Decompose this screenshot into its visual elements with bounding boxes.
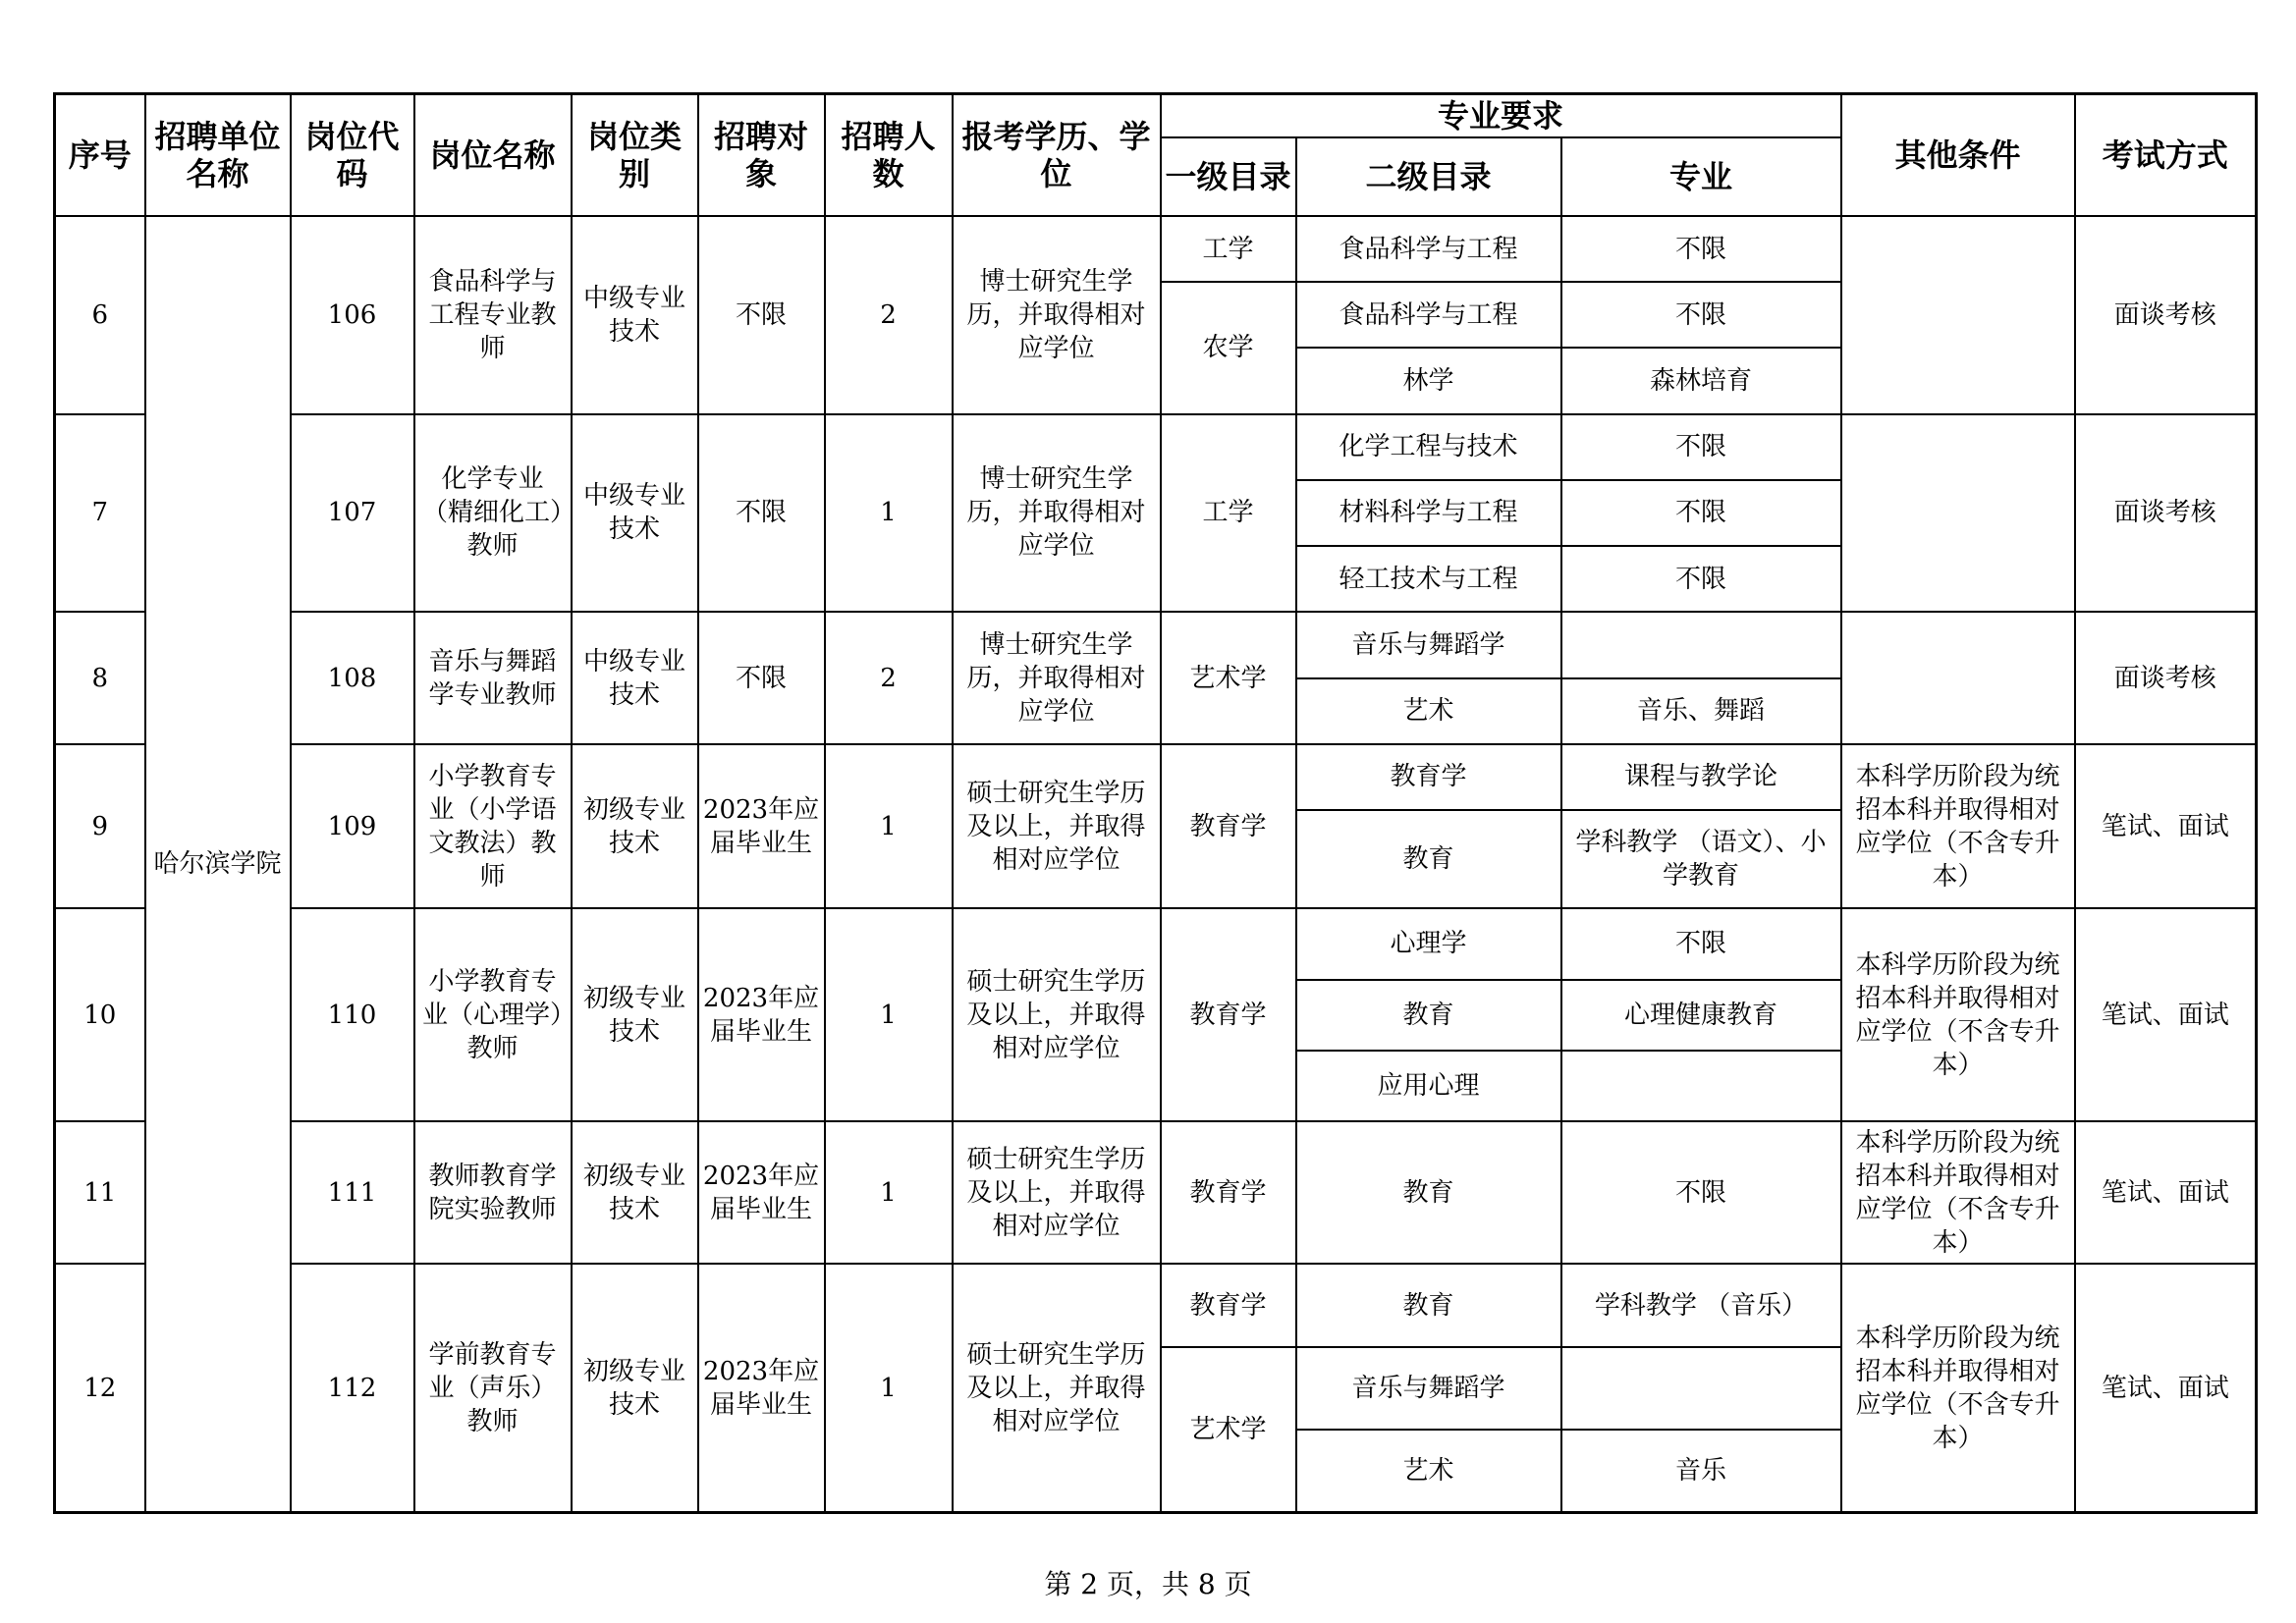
cell-education: 硕士研究生学历及以上，并取得相对应学位 <box>953 1121 1161 1264</box>
cell-category: 中级专业技术 <box>572 414 698 613</box>
cell-level2: 食品科学与工程 <box>1296 216 1561 282</box>
cell-target: 2023年应届毕业生 <box>698 908 825 1121</box>
cell-post-name: 音乐与舞蹈学专业教师 <box>414 612 572 743</box>
cell-category: 初级专业技术 <box>572 908 698 1121</box>
table-row <box>55 216 2257 282</box>
cell-code: 107 <box>291 414 414 613</box>
header-level1: 一级目录 <box>1161 137 1296 216</box>
table-row <box>55 908 2257 979</box>
cell-code: 106 <box>291 216 414 414</box>
cell-post-name: 化学专业（精细化工）教师 <box>414 414 572 613</box>
cell-target: 2023年应届毕业生 <box>698 1121 825 1264</box>
cell-major: 不限 <box>1561 908 1841 979</box>
cell-level1: 教育学 <box>1161 744 1296 909</box>
cell-education: 博士研究生学历，并取得相对应学位 <box>953 414 1161 613</box>
cell-count: 1 <box>825 414 953 613</box>
cell-major: 音乐 <box>1561 1430 1841 1512</box>
cell-target: 2023年应届毕业生 <box>698 1264 825 1512</box>
header-other: 其他条件 <box>1841 94 2075 217</box>
cell-seq: 6 <box>55 216 145 414</box>
cell-level2: 教育 <box>1296 1264 1561 1346</box>
cell-other: 本科学历阶段为统招本科并取得相对应学位（不含专升本） <box>1841 1121 2075 1264</box>
cell-level2: 音乐与舞蹈学 <box>1296 1347 1561 1430</box>
cell-seq: 8 <box>55 612 145 743</box>
table-row <box>55 612 2257 677</box>
cell-major: 心理健康教育 <box>1561 980 1841 1051</box>
cell-major: 不限 <box>1561 480 1841 546</box>
cell-education: 硕士研究生学历及以上，并取得相对应学位 <box>953 744 1161 909</box>
cell-post-name: 教师教育学院实验教师 <box>414 1121 572 1264</box>
cell-category: 中级专业技术 <box>572 216 698 414</box>
cell-exam: 面谈考核 <box>2075 216 2257 414</box>
cell-level2: 音乐与舞蹈学 <box>1296 612 1561 677</box>
cell-category: 初级专业技术 <box>572 1121 698 1264</box>
cell-level1: 教育学 <box>1161 908 1296 1121</box>
recruitment-table <box>53 92 2258 1514</box>
cell-category: 中级专业技术 <box>572 612 698 743</box>
cell-post-name: 食品科学与工程专业教师 <box>414 216 572 414</box>
cell-other: 本科学历阶段为统招本科并取得相对应学位（不含专升本） <box>1841 744 2075 909</box>
page-footer: 第 2 页，共 8 页 <box>1044 1568 1252 1600</box>
cell-exam: 笔试、面试 <box>2075 744 2257 909</box>
cell-exam: 笔试、面试 <box>2075 1121 2257 1264</box>
cell-level2: 心理学 <box>1296 908 1561 979</box>
cell-level1: 艺术学 <box>1161 612 1296 743</box>
cell-major <box>1561 1051 1841 1121</box>
cell-major: 不限 <box>1561 414 1841 480</box>
cell-exam: 面谈考核 <box>2075 612 2257 743</box>
cell-major: 不限 <box>1561 216 1841 282</box>
cell-level2: 材料科学与工程 <box>1296 480 1561 546</box>
header-code: 岗位代码 <box>291 94 414 217</box>
header-major: 专业 <box>1561 137 1841 216</box>
cell-level2: 艺术 <box>1296 1430 1561 1512</box>
header-target: 招聘对象 <box>698 94 825 217</box>
cell-level2: 化学工程与技术 <box>1296 414 1561 480</box>
cell-post-name: 小学教育专业（心理学）教师 <box>414 908 572 1121</box>
cell-level2: 教育学 <box>1296 744 1561 810</box>
cell-post-name: 小学教育专业（小学语文教法）教师 <box>414 744 572 909</box>
table-row <box>55 414 2257 480</box>
cell-level2: 艺术 <box>1296 678 1561 744</box>
cell-target: 2023年应届毕业生 <box>698 744 825 909</box>
cell-level1: 教育学 <box>1161 1264 1296 1346</box>
cell-category: 初级专业技术 <box>572 1264 698 1512</box>
cell-count: 1 <box>825 1264 953 1512</box>
header-name: 岗位名称 <box>414 94 572 217</box>
cell-level2: 教育 <box>1296 810 1561 908</box>
cell-count: 2 <box>825 216 953 414</box>
cell-major: 学科教学 （语文）、小学教育 <box>1561 810 1841 908</box>
cell-code: 112 <box>291 1264 414 1512</box>
cell-unit: 哈尔滨学院 <box>145 216 291 1513</box>
cell-count: 1 <box>825 908 953 1121</box>
cell-level2: 教育 <box>1296 980 1561 1051</box>
cell-level1: 工学 <box>1161 414 1296 613</box>
cell-major: 不限 <box>1561 282 1841 348</box>
cell-seq: 11 <box>55 1121 145 1264</box>
cell-other: 本科学历阶段为统招本科并取得相对应学位（不含专升本） <box>1841 1264 2075 1512</box>
cell-code: 110 <box>291 908 414 1121</box>
cell-other <box>1841 216 2075 414</box>
cell-other <box>1841 612 2075 743</box>
cell-count: 2 <box>825 612 953 743</box>
cell-education: 博士研究生学历，并取得相对应学位 <box>953 612 1161 743</box>
header-major-group: 专业要求 <box>1161 94 1841 138</box>
cell-major <box>1561 1347 1841 1430</box>
cell-major: 课程与教学论 <box>1561 744 1841 810</box>
table-row <box>55 1264 2257 1346</box>
cell-major: 不限 <box>1561 546 1841 612</box>
cell-level1: 工学 <box>1161 216 1296 282</box>
table-row <box>55 1121 2257 1264</box>
cell-level2: 林学 <box>1296 348 1561 413</box>
cell-target: 不限 <box>698 216 825 414</box>
table-body <box>55 216 2257 1513</box>
cell-other: 本科学历阶段为统招本科并取得相对应学位（不含专升本） <box>1841 908 2075 1121</box>
cell-code: 111 <box>291 1121 414 1264</box>
cell-target: 不限 <box>698 612 825 743</box>
cell-code: 108 <box>291 612 414 743</box>
cell-major: 学科教学 （音乐） <box>1561 1264 1841 1346</box>
header-education: 报考学历、学位 <box>953 94 1161 217</box>
cell-other <box>1841 414 2075 613</box>
header-count: 招聘人数 <box>825 94 953 217</box>
cell-level1: 教育学 <box>1161 1121 1296 1264</box>
cell-exam: 笔试、面试 <box>2075 1264 2257 1512</box>
cell-post-name: 学前教育专业（声乐）教师 <box>414 1264 572 1512</box>
cell-level2: 教育 <box>1296 1121 1561 1264</box>
cell-level2: 食品科学与工程 <box>1296 282 1561 348</box>
cell-major: 音乐、舞蹈 <box>1561 678 1841 744</box>
cell-level1: 农学 <box>1161 282 1296 413</box>
cell-level2: 应用心理 <box>1296 1051 1561 1121</box>
cell-education: 硕士研究生学历及以上，并取得相对应学位 <box>953 1264 1161 1512</box>
header-category: 岗位类别 <box>572 94 698 217</box>
cell-level1: 艺术学 <box>1161 1347 1296 1513</box>
header-seq: 序号 <box>55 94 145 217</box>
cell-target: 不限 <box>698 414 825 613</box>
header-level2: 二级目录 <box>1296 137 1561 216</box>
table-row <box>55 744 2257 810</box>
cell-seq: 12 <box>55 1264 145 1512</box>
cell-level2: 轻工技术与工程 <box>1296 546 1561 612</box>
cell-seq: 10 <box>55 908 145 1121</box>
cell-exam: 面谈考核 <box>2075 414 2257 613</box>
cell-exam: 笔试、面试 <box>2075 908 2257 1121</box>
cell-category: 初级专业技术 <box>572 744 698 909</box>
header-unit: 招聘单位名称 <box>145 94 291 217</box>
header-exam: 考试方式 <box>2075 94 2257 217</box>
cell-count: 1 <box>825 744 953 909</box>
cell-major: 不限 <box>1561 1121 1841 1264</box>
cell-count: 1 <box>825 1121 953 1264</box>
cell-major: 森林培育 <box>1561 348 1841 413</box>
cell-seq: 9 <box>55 744 145 909</box>
cell-education: 博士研究生学历，并取得相对应学位 <box>953 216 1161 414</box>
cell-seq: 7 <box>55 414 145 613</box>
cell-code: 109 <box>291 744 414 909</box>
cell-major <box>1561 612 1841 677</box>
cell-education: 硕士研究生学历及以上，并取得相对应学位 <box>953 908 1161 1121</box>
